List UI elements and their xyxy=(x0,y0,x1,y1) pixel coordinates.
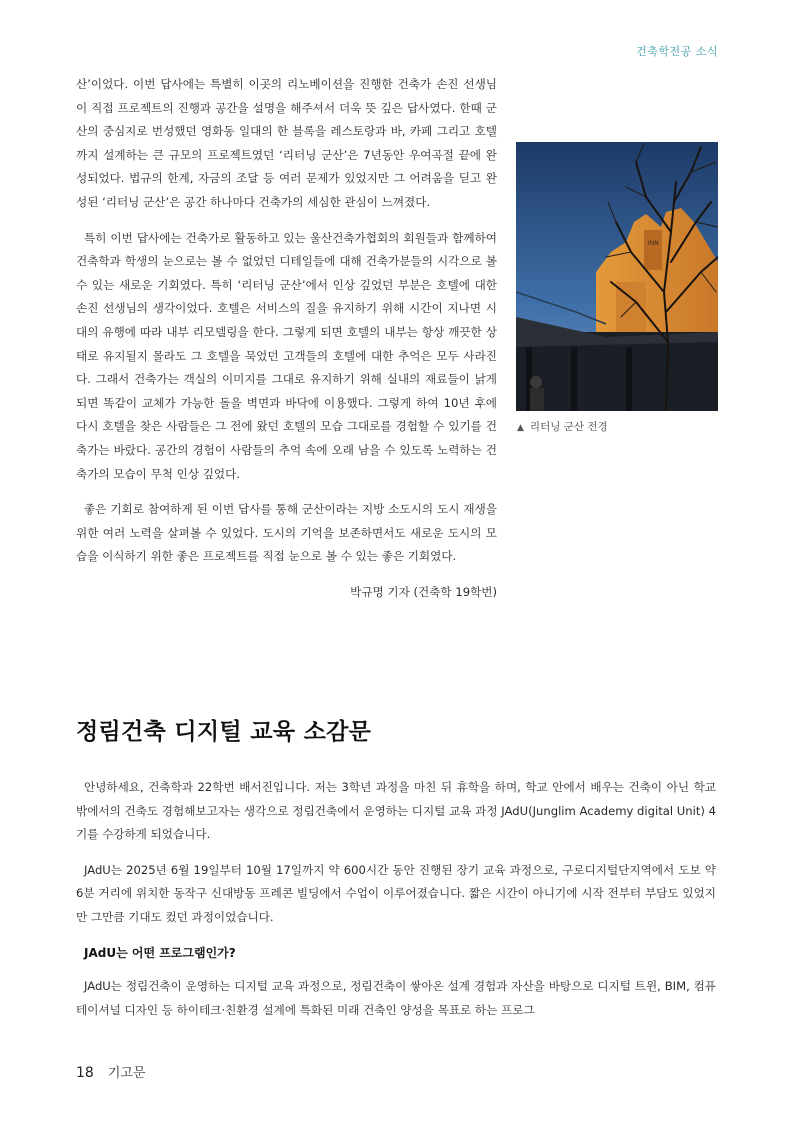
article-paragraph: 특히 이번 답사에는 건축가로 활동하고 있는 울산건축가협회의 회원들과 함께하여 건축학과 학생의 눈으로는 볼 수 없었던 디테일들에 대해 건축가분들의 시각으로 볼 수 있는 새로운 기회였다. 특히 ‘리터닝 군산’에서 인상 깊었던 부분은 호텔에 대한 손진 선생님의 생각이었다. 호텔은 서비스의 질을 유지하기 위해 시간이 지나면 시대의 유행에 따라 내부 리모델링을 한다. 그렇게 되면 호텔의 내부는 항상 깨끗한 상태로 유지될지 몰라도 그 호텔을 묵었던 고객들의 호텔에 대한 추억은 모두 사라진다. 그래서 건축가는 객실의 이미지를 그대로 유지하기 위해 실내의 재료들이 낡게 되면 똑같이 교체가 가능한 돌을 벽면과 바닥에 이용했다. 그렇게 하여 10년 후에 다시 호텔을 찾은 사람들은 그 전에 왔던 호텔의 모습 그대로를 경험할 수 있기를 건축가는 바랐다. 공간의 경험이 사람들의 추억 속에 오래 남을 수 있도록 노력하는 건축가의 모습이 무척 인상 깊었다. xyxy=(76,230,497,481)
building-photo xyxy=(516,142,718,411)
essay-paragraph: 안녕하세요, 건축학과 22학번 배서진입니다. 저는 3학년 과정을 마친 뒤 휴학을 하며, 학교 안에서 배우는 건축이 아닌 학교 밖에서의 건축도 경험해보고자는 생각으로 정림건축에서 운영하는 디지털 교육 과정 JAdU(Junglim Academy digital Unit) 4기를 수강하게 되었습니다. xyxy=(76,780,716,842)
section-title: 정림건축 디지털 교육 소감문 xyxy=(76,719,372,745)
page-footer xyxy=(76,1062,146,1081)
photo-caption xyxy=(517,419,608,434)
footer-section-label: 기고문 xyxy=(107,1066,146,1081)
article-paragraph: 좋은 기회로 참여하게 된 이번 답사를 통해 군산이라는 지방 소도시의 도시 재생을 위한 여러 노력을 살펴볼 수 있었다. 도시의 기억을 보존하면서도 새로운 도시의 모습을 이식하기 위한 좋은 프로젝트를 직접 눈으로 볼 수 있는 좋은 기회였다. xyxy=(76,502,497,564)
essay-paragraph: JAdU는 2025년 6월 19일부터 10월 17일까지 약 600시간 동안 진행된 장기 교육 과정으로, 구로디지털단지역에서 도보 약 6분 거리에 위치한 동작구 신대방동 프레콘 빌딩에서 수업이 이루어졌습니다. 짧은 시간이 아니기에 시작 전부터 부담도 있었지만 그만큼 기대도 컸던 과정이었습니다. xyxy=(76,862,716,924)
article-body-column xyxy=(76,73,497,604)
section-header-label: 건축학전공 소식 xyxy=(636,45,718,58)
building-sign-text: INN xyxy=(648,240,659,247)
article-paragraph: 산’이었다. 이번 답사에는 특별히 이곳의 리노베이션을 진행한 건축가 손진 선생님이 직접 프로젝트의 진행과 공간을 설명을 해주셔서 더욱 뜻 깊은 답사였다. 한때 군산의 중심지로 번성했던 영화동 일대의 한 블록을 레스토랑과 바, 카페 그리고 호텔까지 설계하는 큰 규모의 프로젝트였던 ‘리터닝 군산’은 7년동안 우여곡절 끝에 완성되었다. 법규의 한계, 자금의 조달 등 여러 문제가 있었지만 그 어려움을 딛고 완성된 ‘리터닝 군산’은 공간 하나마다 건축가의 세심한 관심이 느껴졌다. xyxy=(76,77,497,209)
photo-caption-text: 리터닝 군산 전경 xyxy=(529,421,608,433)
essay-subheading: JAdU는 어떤 프로그램인가? xyxy=(84,945,236,960)
triangle-up-icon: ▲ xyxy=(517,423,524,433)
page-number: 18 xyxy=(76,1065,94,1081)
essay-body xyxy=(76,776,716,1034)
essay-paragraph: JAdU는 정림건축이 운영하는 디지털 교육 과정으로, 정림건축이 쌓아온 설계 경험과 자산을 바탕으로 디지털 트윈, BIM, 컴퓨테이셔널 디자인 등 하이테크·친환경 설계에 특화된 미래 건축인 양성을 목표로 하는 프로그 xyxy=(76,979,716,1017)
article-byline: 박규명 기자 (건축학 19학번) xyxy=(350,584,497,599)
